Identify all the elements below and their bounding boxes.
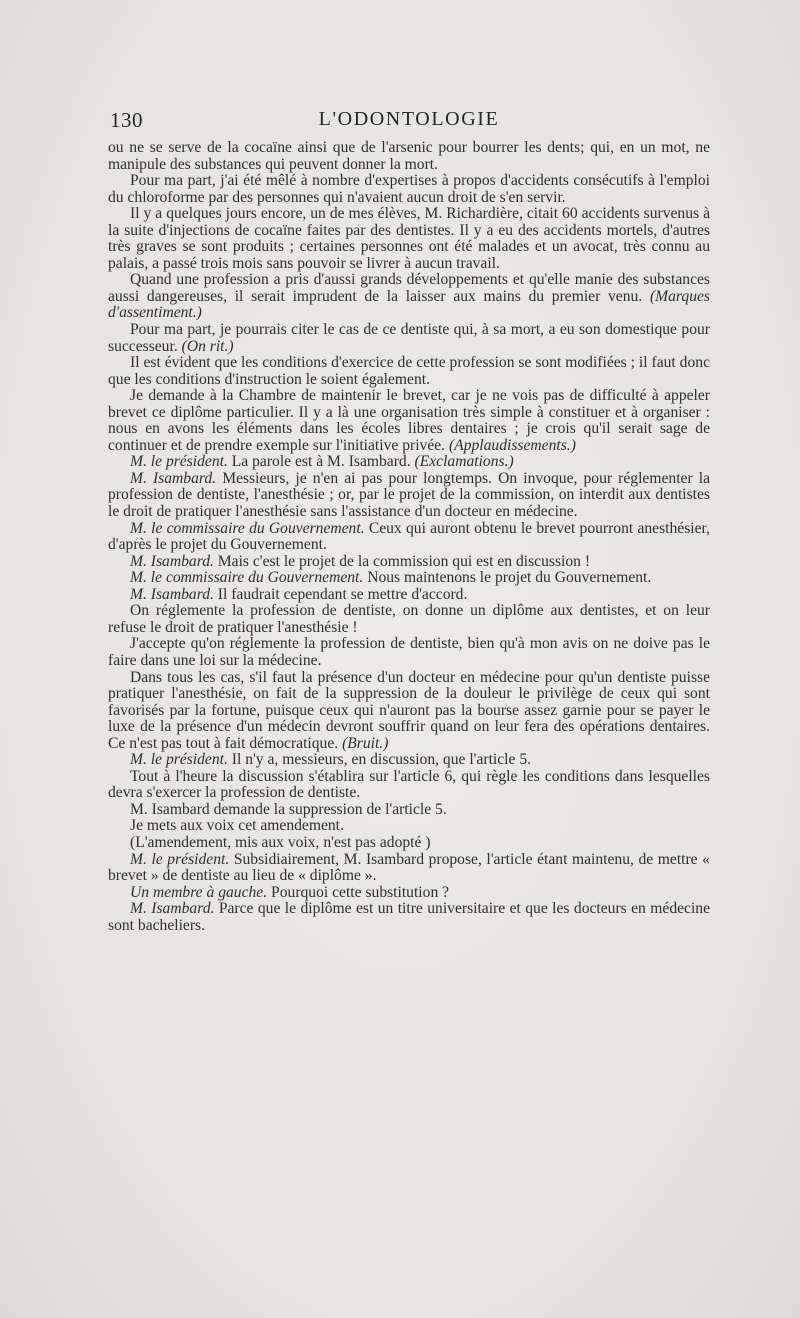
paragraph bbox=[108, 173, 710, 206]
page-header bbox=[110, 108, 708, 138]
stage-direction: (Marques d'assentiment.) bbox=[108, 287, 710, 322]
paragraph-text: Pour ma part, j'ai été mêlé à nombre d'expertises à propos d'accidents consécutifs à l'emploi du chloroforme par des personnes qui n'avaient aucun droit de s'en servir. bbox=[108, 172, 710, 206]
paragraph-text: Il faudrait cependant se mettre d'accord. bbox=[217, 585, 468, 603]
paragraph-text: Dans tous les cas, s'il faut la présence d'un docteur en médecine pour qu'un dentiste puisse pratiquer l'anesthésie, on fait de la suppression de la douleur le privilège de ceux qui sont favorisés par la fortune, puisque ceux qui n'auront pas la bourse assez garnie pour se payer le luxe de la présence d'un médecin devront souffrir quand on leur fera des opérations dentaires. Ce n'est pas tout à fait démocratique. bbox=[108, 668, 710, 752]
paragraph bbox=[108, 388, 710, 454]
paragraph-text: Pour ma part, je pourrais citer le cas de ce dentiste qui, à sa mort, a eu son domestique pour successeur. bbox=[108, 321, 710, 355]
paragraph-text: M. Isambard demande la suppression de l'article 5. bbox=[130, 800, 447, 818]
paragraph-text: J'accepte qu'on réglemente la profession de dentiste, bien qu'à mon avis on ne doive pas le faire dans une loi sur la médecine. bbox=[108, 635, 710, 669]
paragraph bbox=[108, 818, 710, 835]
paragraph-text: Mais c'est le projet de la commission qui est en discussion ! bbox=[217, 552, 591, 570]
paragraph-text: On réglemente la profession de dentiste, on donne un diplôme aux dentistes, et on leur refuse le droit de pratiquer l'anesthésie ! bbox=[108, 602, 710, 636]
paragraph-text: Tout à l'heure la discussion s'établira sur l'article 6, qui règle les conditions dans lesquelles devra s'exercer la profession de dentiste. bbox=[108, 767, 710, 802]
paragraph-text: La parole est à M. Isambard. bbox=[231, 453, 411, 471]
paragraph-text: Parce que le diplôme est un titre universitaire et que les docteurs en médecine sont bacheliers. bbox=[108, 900, 711, 934]
paragraph bbox=[108, 454, 710, 471]
speaker-name: M. Isambard. bbox=[130, 585, 214, 603]
paragraph bbox=[108, 769, 710, 802]
speaker-name: Un membre à gauche. bbox=[130, 883, 268, 901]
paragraph bbox=[108, 471, 710, 521]
paragraph bbox=[108, 670, 710, 753]
body-text bbox=[108, 140, 710, 934]
speaker-name: M. le président. bbox=[130, 453, 228, 471]
speaker-name: M. Isambard. bbox=[130, 469, 217, 487]
stage-direction: (Bruit.) bbox=[342, 734, 389, 752]
paragraph bbox=[108, 554, 710, 571]
paragraph-text: Il y a quelques jours encore, un de mes élèves, M. Richardière, citait 60 accidents survenus à la suite d'injections de cocaïne faites par des dentistes. Il y a eu des accidents mortels, d'autres très graves se sont produits ; certaines personnes ont été malades et un avocat, très connu au palais, a passé trois mois sans pouvoir se livrer à aucun travail. bbox=[108, 205, 710, 272]
paragraph bbox=[108, 603, 710, 636]
speaker-name: M. le commissaire du Gouvernement. bbox=[130, 569, 364, 587]
paragraph bbox=[108, 272, 710, 322]
paragraph bbox=[108, 521, 710, 554]
paragraph bbox=[108, 885, 710, 902]
paragraph bbox=[108, 901, 710, 934]
stage-direction: (Applaudissements.) bbox=[448, 436, 576, 454]
paragraph bbox=[108, 802, 710, 819]
speaker-name: M. le président. bbox=[130, 751, 228, 769]
paragraph-text: (L'amendement, mis aux voix, n'est pas adopté ) bbox=[130, 833, 431, 851]
paragraph-text: Il n'y a, messieurs, en discussion, que l'article 5. bbox=[231, 751, 532, 769]
paragraph-text: ou ne se serve de la cocaïne ainsi que de l'arsenic pour bourrer les dents; qui, en un mot, ne manipule des substances qui peuvent donner la mort. bbox=[108, 139, 710, 173]
paragraph-text: Je demande à la Chambre de maintenir le brevet, car je ne vois pas de difficulté à appeler brevet ce diplôme particulier. Il y a là une organisation très simple à constituer et à organiser : nous en avons les éléments dans les écoles libres dentaires ; je crois qu'il serait sage de continuer et de prendre exemple sur l'initiative privée. bbox=[108, 387, 710, 454]
paragraph-text: Je mets aux voix cet amendement. bbox=[130, 817, 344, 835]
paragraph bbox=[108, 570, 710, 587]
paragraph bbox=[108, 322, 710, 355]
paragraph-text: Nous maintenons le projet du Gouvernement. bbox=[367, 569, 652, 587]
paragraph bbox=[108, 140, 710, 173]
speaker-name: M. Isambard. bbox=[130, 900, 215, 918]
paragraph bbox=[108, 206, 710, 272]
running-title: L'ODONTOLOGIE bbox=[318, 108, 500, 130]
stage-direction: (On rit.) bbox=[181, 337, 234, 355]
paragraph bbox=[108, 587, 710, 604]
stage-direction: (Exclamations.) bbox=[414, 453, 514, 471]
paragraph bbox=[108, 835, 710, 852]
paragraph bbox=[108, 752, 710, 769]
paragraph bbox=[108, 852, 710, 885]
paragraph-text: Pourquoi cette substitution ? bbox=[271, 883, 450, 901]
speaker-name: M. le président. bbox=[130, 850, 230, 868]
paragraph-text: Ceux qui auront obtenu le brevet pourront anesthésier, d'après le projet du Gouvernement. bbox=[108, 519, 710, 554]
paragraph-text: Il est évident que les conditions d'exercice de cette profession se sont modifiées ; il faut donc que les conditions d'instruction le soient également. bbox=[108, 354, 710, 388]
page-number: 130 bbox=[110, 108, 143, 132]
paragraph-text: Quand une profession a pris d'aussi grands développements et qu'elle manie des substances aussi dangereuses, il serait imprudent de la laisser aux mains du premier venu. bbox=[108, 271, 710, 305]
paragraph-text: Messieurs, je n'en ai pas pour longtemps. On invoque, pour réglementer la profession de dentiste, l'anesthésie ; or, par le projet de la commission, on interdit aux dentistes le droit de pratiquer l'anesthésie sans l'assistance d'un docteur en médecine. bbox=[108, 469, 710, 521]
paragraph bbox=[108, 636, 710, 669]
speaker-name: M. Isambard. bbox=[130, 552, 214, 570]
paragraph bbox=[108, 355, 710, 388]
speaker-name: M. le commissaire du Gouvernement. bbox=[130, 519, 365, 537]
paragraph-text: Subsidiairement, M. Isambard propose, l'article étant maintenu, de mettre « brevet » de dentiste au lieu de « diplôme ». bbox=[108, 850, 710, 885]
